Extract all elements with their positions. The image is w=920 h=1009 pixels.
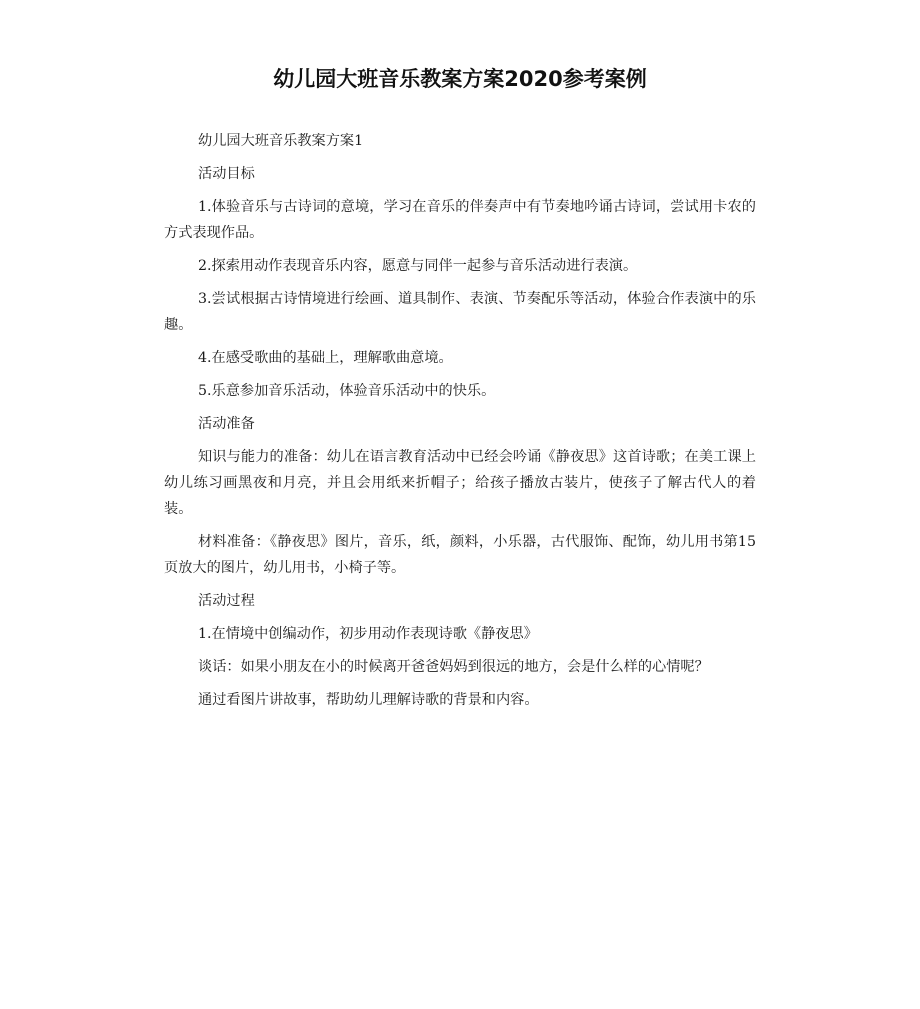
paragraph-goal-2: 2.探索用动作表现音乐内容，愿意与同伴一起参与音乐活动进行表演。 bbox=[198, 258, 638, 274]
paragraph-plan-heading: 幼儿园大班音乐教案方案1 bbox=[198, 133, 364, 149]
paragraph-goal-5: 5.乐意参加音乐活动，体验音乐活动中的快乐。 bbox=[198, 383, 496, 399]
paragraph-process-step-1: 1.在情境中创编动作，初步用动作表现诗歌《静夜思》 bbox=[198, 626, 538, 642]
paragraph-material-preparation: 材料准备：《静夜思》图片，音乐，纸，颜料，小乐器，古代服饰、配饰，幼儿用书第15页放大的图片，幼儿用书，小椅子等。 bbox=[164, 534, 756, 576]
paragraph-goals-heading: 活动目标 bbox=[198, 166, 255, 182]
paragraph-goal-4: 4.在感受歌曲的基础上，理解歌曲意境。 bbox=[198, 350, 453, 366]
document-title: 幼儿园大班音乐教案方案2020参考案例 bbox=[273, 67, 647, 91]
paragraph-goal-1: 1.体验音乐与古诗词的意境，学习在音乐的伴奏声中有节奏地吟诵古诗词，尝试用卡农的方式表现作品。 bbox=[164, 199, 756, 241]
paragraph-conversation: 谈话：如果小朋友在小的时候离开爸爸妈妈到很远的地方，会是什么样的心情呢？ bbox=[198, 659, 709, 675]
paragraph-knowledge-preparation: 知识与能力的准备：幼儿在语言教育活动中已经会吟诵《静夜思》这首诗歌；在美工课上幼儿练习画黑夜和月亮，并且会用纸来折帽子；给孩子播放古装片，使孩子了解古代人的着装。 bbox=[164, 449, 756, 517]
paragraph-process-heading: 活动过程 bbox=[198, 593, 255, 609]
paragraph-preparation-heading: 活动准备 bbox=[198, 416, 255, 432]
paragraph-goal-3: 3.尝试根据古诗情境进行绘画、道具制作、表演、节奏配乐等活动，体验合作表演中的乐趣。 bbox=[164, 291, 756, 333]
document-body bbox=[164, 128, 756, 720]
paragraph-storytelling: 通过看图片讲故事，帮助幼儿理解诗歌的背景和内容。 bbox=[198, 692, 539, 708]
